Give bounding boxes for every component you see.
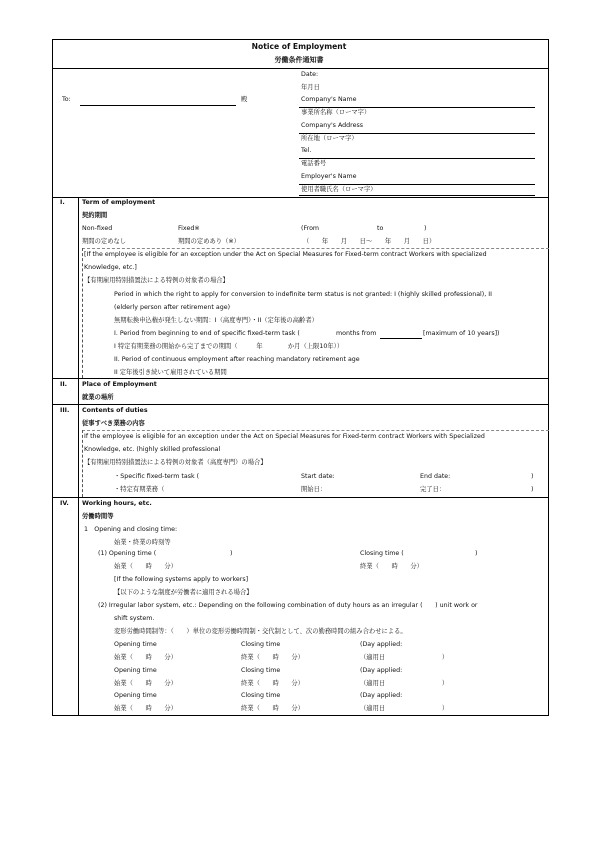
section-divider bbox=[52, 497, 549, 498]
section-number: II. bbox=[60, 381, 68, 388]
irregular-labor-system-ja: 変形労働時間制等：（ ）単位の変形労働時間制・交代制として、次の勤務時間の組み合わせによる。 bbox=[114, 628, 407, 635]
conversion-period-en-cont: (elderly person after retirement age) bbox=[114, 304, 231, 311]
task-close-paren-ja: ) bbox=[531, 486, 534, 493]
shift-closing-time-label: Closing time bbox=[241, 667, 281, 674]
conversion-period-ja: 無期転換申込権が発生しない期間：I（高度専門）・II（定年後の高齢者） bbox=[114, 317, 318, 324]
months-from-line[interactable] bbox=[380, 338, 422, 339]
term-close-paren: ) bbox=[424, 225, 427, 232]
shift-opening-time-label: Opening time bbox=[114, 641, 157, 648]
max-years-label: [maximum of 10 years]) bbox=[423, 330, 500, 337]
closing-time-close-paren: ) bbox=[475, 550, 478, 557]
start-date-label-ja: 開始日： bbox=[301, 486, 327, 493]
section-divider bbox=[52, 197, 549, 198]
shift-closing-time-label: Closing time bbox=[241, 641, 281, 648]
opening-time-label: (1) Opening time ( bbox=[98, 550, 157, 557]
duties-exception-note-ja: 【有期雇用特別措置法による特例の対象者（高度専門）の場合】 bbox=[84, 459, 267, 466]
shift-opening-time-label-ja: 始業（ 時 分） bbox=[114, 680, 177, 687]
to-label: To: bbox=[62, 96, 71, 103]
exception-note-ja: 【有期雇用特別措置法による特例の対象者の場合】 bbox=[84, 277, 229, 284]
note-box-left bbox=[82, 248, 83, 378]
header-divider bbox=[52, 68, 549, 69]
term-from-label: (From bbox=[301, 225, 320, 232]
nonfixed-option[interactable]: Non-fixed bbox=[82, 225, 113, 232]
tel-label-ja: 電話番号 bbox=[301, 160, 327, 167]
irregular-labor-system-en: (2) Irregular labor system, etc.: Depending on the following combination of duty hours as an irregular ( ) unit work or bbox=[98, 602, 478, 609]
section-number: IV. bbox=[60, 500, 69, 507]
section-number: I. bbox=[60, 199, 65, 206]
post-retirement-period-ja: II 定年後引き続いて雇用されている期間 bbox=[114, 369, 227, 376]
section-divider bbox=[52, 404, 549, 405]
shift-day-applied-label: (Day applied: bbox=[360, 641, 403, 648]
date-label-en: Date: bbox=[301, 71, 319, 78]
employer-name-label-ja: 使用者職氏名（ローマ字） bbox=[301, 186, 377, 193]
shift-closing-time-label-ja: 終業（ 時 分） bbox=[241, 705, 304, 712]
shift-opening-time-label-ja: 始業（ 時 分） bbox=[114, 654, 177, 661]
irregular-labor-system-en-cont: shift system. bbox=[114, 615, 155, 622]
systems-note-ja: 【以下のような制度が労働者に適用される場合】 bbox=[114, 589, 253, 596]
end-date-label-ja: 完了日： bbox=[420, 486, 446, 493]
duties-note-box-left bbox=[82, 430, 83, 497]
specific-task-period-ja: I 特定有期業務の開始から完了までの期間（ 年 か月（上限10年）） bbox=[114, 343, 344, 350]
opening-closing-time-label-ja: 始業・終業の時刻等 bbox=[114, 539, 171, 546]
fixed-option[interactable]: Fixed※ bbox=[178, 225, 200, 232]
shift-day-applied-label-ja: （適用日 ） bbox=[360, 654, 449, 661]
end-date-label-en: End date: bbox=[420, 473, 451, 480]
place-of-employment-heading: Place of Employment bbox=[82, 381, 157, 388]
post-retirement-period-en: II. Period of continuous employment after reaching mandatory retirement age bbox=[114, 356, 360, 363]
closing-time-label-ja: 終業（ 時 分） bbox=[360, 563, 423, 570]
shift-opening-time-label: Opening time bbox=[114, 667, 157, 674]
duties-note-box-top bbox=[82, 430, 549, 431]
start-date-label-en: Start date: bbox=[301, 473, 335, 480]
title-en: Notice of Employment bbox=[251, 42, 347, 51]
months-from-label: months from bbox=[336, 330, 377, 337]
shift-closing-time-label-ja: 終業（ 時 分） bbox=[241, 680, 304, 687]
section-number: III. bbox=[60, 407, 70, 414]
task-close-paren: ) bbox=[531, 473, 534, 480]
term-to-label: to bbox=[377, 225, 384, 232]
exception-note-en: [If the employee is eligible for an exception under the Act on Special Measures for Fixed-term contract Workers with specialized bbox=[84, 251, 487, 258]
term-dates-ja: （ 年 月 日～ 年 月 日） bbox=[303, 238, 436, 245]
specific-task-period-en: I. Period from beginning to end of specific fixed-term task ( bbox=[114, 330, 300, 337]
shift-closing-time-label-ja: 終業（ 時 分） bbox=[241, 654, 304, 661]
employer-block-underline bbox=[299, 195, 535, 196]
term-of-employment-heading-ja: 契約期間 bbox=[82, 212, 108, 219]
company-address-label-ja: 所在地（ローマ字） bbox=[301, 135, 358, 142]
company-name-label-ja: 事業所名称（ローマ字） bbox=[301, 109, 371, 116]
working-hours-heading: Working hours, etc. bbox=[82, 500, 152, 507]
opening-time-close-paren: ) bbox=[230, 550, 233, 557]
shift-opening-time-label-ja: 始業（ 時 分） bbox=[114, 705, 177, 712]
company-address-line[interactable] bbox=[299, 133, 535, 134]
contents-of-duties-heading: Contents of duties bbox=[82, 407, 148, 414]
place-of-employment-heading-ja: 就業の場所 bbox=[82, 394, 114, 401]
systems-note-en: [If the following systems apply to workers] bbox=[114, 576, 249, 583]
duties-exception-note-en: If the employee is eligible for an exception under the Act on Special Measures for Fixed-term contract Workers with Specialized bbox=[84, 433, 485, 440]
contents-of-duties-heading-ja: 従事すべき業務の内容 bbox=[82, 420, 145, 427]
tel-line[interactable] bbox=[299, 158, 535, 159]
term-of-employment-heading: Term of employment bbox=[82, 199, 156, 206]
shift-day-applied-label: (Day applied: bbox=[360, 692, 403, 699]
honorific-label: 殿 bbox=[241, 96, 248, 103]
nonfixed-option-ja: 期間の定めなし bbox=[82, 238, 127, 245]
closing-time-label: Closing time ( bbox=[360, 550, 404, 557]
opening-time-label-ja: 始業（ 時 分） bbox=[114, 563, 177, 570]
working-hours-heading-ja: 労働時間等 bbox=[82, 513, 114, 520]
shift-day-applied-label-ja: （適用日 ） bbox=[360, 680, 449, 687]
duties-exception-note-en-cont: Knowledge, etc. (highly skilled professional bbox=[84, 446, 221, 453]
employer-name-label-en: Employer's Name bbox=[301, 173, 357, 180]
shift-day-applied-label-ja: （適用日 ） bbox=[360, 705, 449, 712]
conversion-period-en: Period in which the right to apply for conversion to indefinite term status is not granted: I (highly skilled professional), II bbox=[114, 291, 492, 298]
section-number-column-divider bbox=[78, 197, 79, 716]
opening-closing-time-label: 1 Opening and closing time: bbox=[84, 526, 178, 533]
title-ja: 労働条件通知書 bbox=[274, 56, 324, 64]
date-label-ja: 年月日 bbox=[301, 84, 320, 91]
exception-note-en-cont: Knowledge, etc.] bbox=[84, 264, 137, 271]
recipient-name-line[interactable] bbox=[80, 105, 236, 106]
note-box-top bbox=[82, 248, 549, 249]
tel-label-en: Tel. bbox=[301, 147, 312, 154]
shift-opening-time-label: Opening time bbox=[114, 692, 157, 699]
specific-task-label-ja: ・特定有期業務（ bbox=[114, 486, 165, 493]
fixed-option-ja: 期間の定めあり（※） bbox=[178, 238, 240, 245]
shift-closing-time-label: Closing time bbox=[241, 692, 281, 699]
company-name-label-en: Company's Name bbox=[301, 96, 357, 103]
section-divider bbox=[52, 378, 549, 379]
employer-name-line[interactable] bbox=[299, 184, 535, 185]
company-name-line[interactable] bbox=[299, 107, 535, 108]
specific-task-label-en: ・Specific fixed-term task ( bbox=[114, 473, 200, 480]
shift-day-applied-label: (Day applied: bbox=[360, 667, 403, 674]
company-address-label-en: Company's Address bbox=[301, 122, 364, 129]
